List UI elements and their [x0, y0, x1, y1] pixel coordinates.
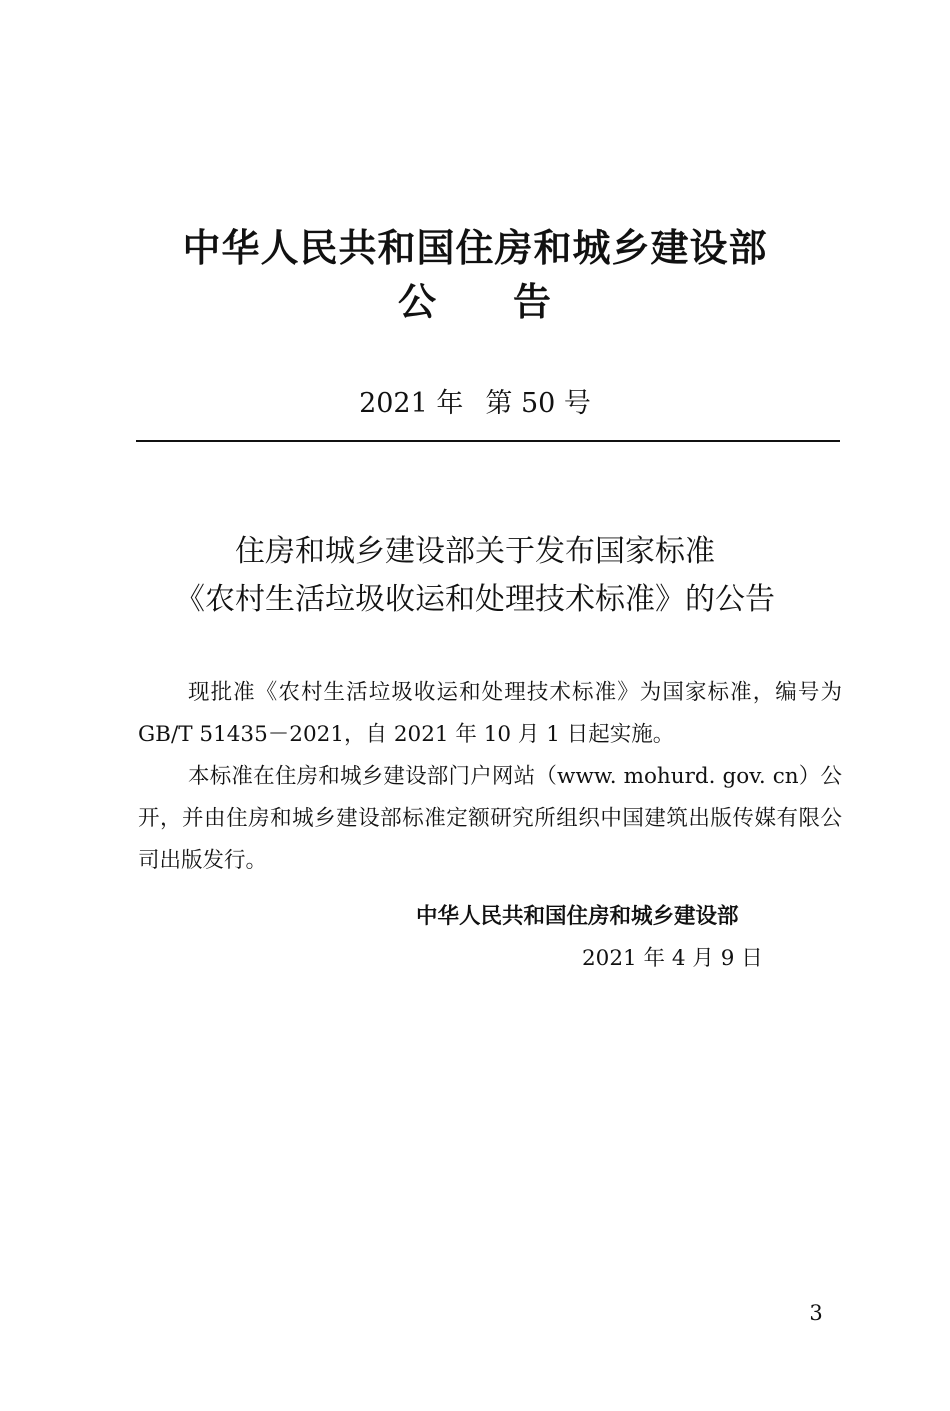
- announcement-body: [138, 672, 842, 882]
- issuer-heading: 中华人民共和国住房和城乡建设部: [182, 226, 768, 270]
- announcement-serial: 第 50 号: [485, 388, 591, 419]
- announcement-year: 2021 年: [359, 388, 464, 419]
- announcement-number: [0, 386, 950, 422]
- body-paragraph-1: 现批准《农村生活垃圾收运和处理技术标准》为国家标准，编号为 GB/T 51435－2021，自 2021 年 10 月 1 日起实施。: [138, 680, 842, 747]
- document-type-char-1: 公: [397, 280, 437, 324]
- announcement-title: [0, 528, 950, 624]
- header-divider: [136, 440, 840, 442]
- signature-date: 2021 年 4 月 9 日: [582, 946, 763, 971]
- title-line-1: 住房和城乡建设部关于发布国家标准: [235, 534, 715, 569]
- title-line-2: 《农村生活垃圾收运和处理技术标准》的公告: [175, 582, 775, 617]
- signature-organization: 中华人民共和国住房和城乡建设部: [416, 904, 739, 929]
- document-type-heading: [0, 278, 950, 326]
- document-type-char-2: 告: [513, 280, 553, 324]
- body-paragraph-2: 本标准在住房和城乡建设部门户网站（www. mohurd. gov. cn）公开，并由住房和城乡建设部标准定额研究所组织中国建筑出版传媒有限公司出版发行。: [138, 764, 842, 873]
- page-number: 3: [809, 1301, 823, 1325]
